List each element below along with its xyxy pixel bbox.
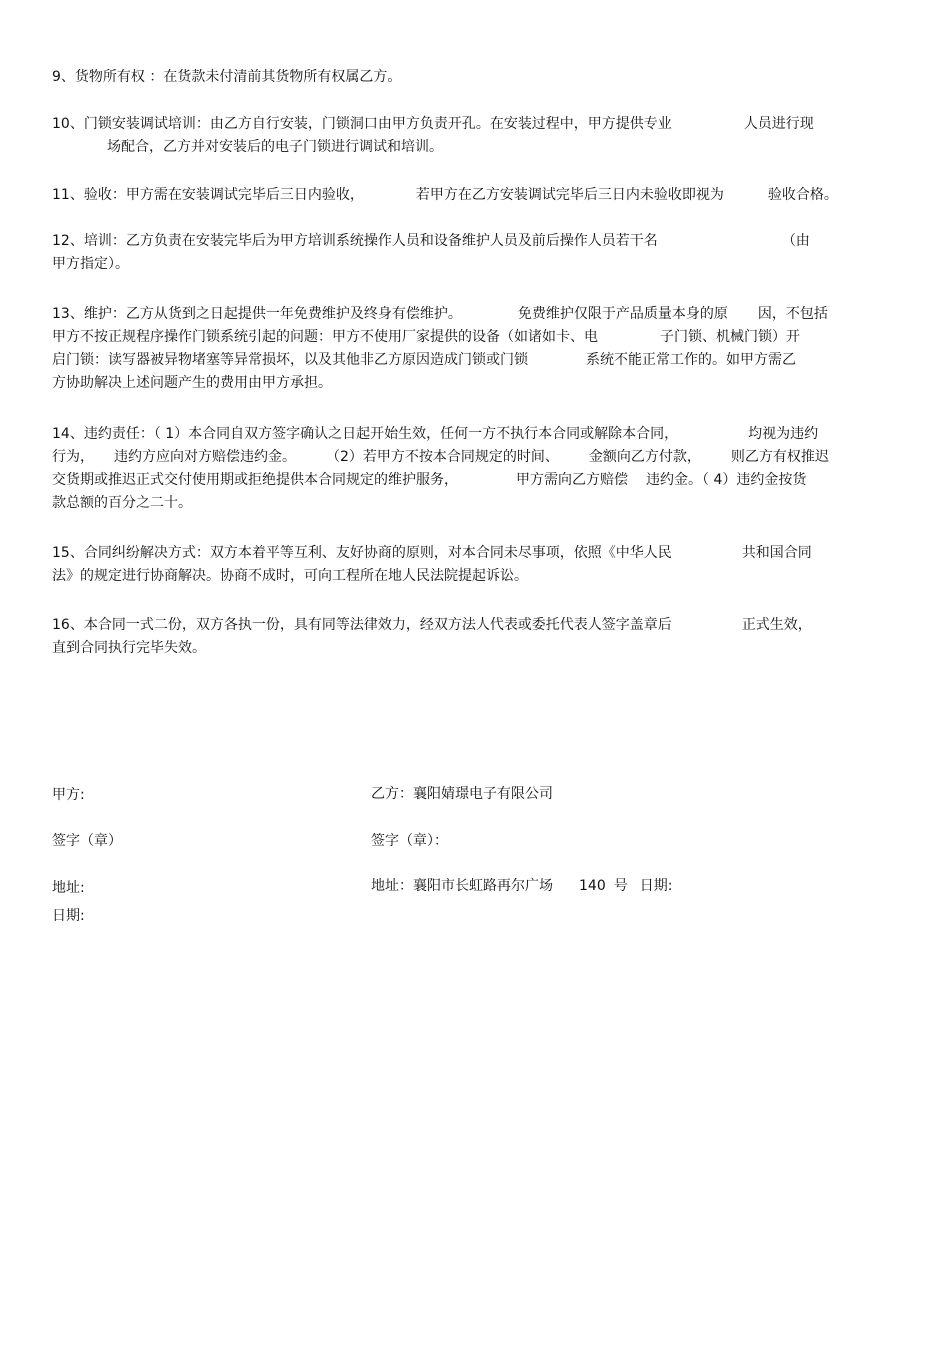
clause-14-text-b: 均视为违约 xyxy=(748,426,819,442)
clause-14-text-h: 交货期或推迟正式交付使用期或拒绝提供本合同规定的维护服务， xyxy=(52,472,458,488)
party-b-date: 日期: xyxy=(639,878,673,894)
clause-12-line-1 xyxy=(52,230,897,253)
clause-14-text-i: 甲方需向乙方赔偿 xyxy=(516,472,628,488)
clause-14-text-c: 行为， xyxy=(52,449,94,465)
clause-13-text-g: 系统不能正常工作的。如甲方需乙 xyxy=(586,352,796,368)
clause-14-line-2 xyxy=(52,446,897,469)
clause-12 xyxy=(52,230,897,276)
party-b-address xyxy=(371,876,672,896)
clause-14-text-e: （2）若甲方不按本合同规定的时间、 xyxy=(326,449,559,465)
clause-13-text-d: 甲方不按正规程序操作门锁系统引起的问题：甲方不使用厂家提供的设备（如诸如卡、电 xyxy=(52,329,598,345)
clause-13-text-b: 免费维护仅限于产品质量本身的原 xyxy=(517,306,728,322)
clause-12-text-b: （由 xyxy=(781,233,810,249)
clause-13 xyxy=(52,303,897,395)
clause-13-line-1 xyxy=(52,303,897,326)
clause-12-line-2: 甲方指定）。 xyxy=(52,256,129,272)
clause-13-line-3 xyxy=(52,349,897,372)
clause-15 xyxy=(52,542,897,588)
clause-13-line-2 xyxy=(52,326,897,349)
clause-16-text-b: 正式生效， xyxy=(741,617,812,633)
clause-13-text-c: 因，不包括 xyxy=(757,306,828,322)
clause-14 xyxy=(52,423,897,515)
clause-13-text-a: 13、维护：乙方从货到之日起提供一年免费维护及终身有偿维护。 xyxy=(52,306,462,322)
clause-11-text-b: 若甲方在乙方安装调试完毕后三日内未验收即视为 xyxy=(415,187,724,203)
clause-15-text-a: 15、合同纠纷解决方式：双方本着平等互利、友好协商的原则，对本合同未尽事项，依照《中华人民 xyxy=(52,545,672,561)
clause-15-text-b: 共和国合同 xyxy=(741,545,812,561)
clause-11-text-c: 验收合格。 xyxy=(767,187,838,203)
clause-14-text-f: 金额向乙方付款， xyxy=(588,449,701,465)
clause-16-line-2: 直到合同执行完毕失效。 xyxy=(52,640,206,656)
clause-11 xyxy=(52,184,897,207)
clause-14-text-d: 违约方应向对方赔偿违约金。 xyxy=(114,449,296,465)
clause-10-line-2: 场配合，乙方并对安装后的电子门锁进行调试和培训。 xyxy=(107,139,443,155)
clause-14-line-3 xyxy=(52,469,897,492)
clause-10-line-1 xyxy=(52,113,897,136)
party-a-address: 地址: xyxy=(52,880,85,896)
clause-13-line-4: 方协助解决上述问题产生的费用由甲方承担。 xyxy=(52,375,332,391)
clause-11-line-1 xyxy=(52,184,897,207)
party-b-address-number: 140 xyxy=(579,878,606,894)
clause-10 xyxy=(52,113,897,159)
clause-16 xyxy=(52,614,897,660)
clause-14-text-g: 则乙方有权推迟 xyxy=(730,449,829,465)
clause-14-line-1 xyxy=(52,423,897,446)
clause-13-text-e: 子门锁、机械门锁）开 xyxy=(660,329,800,345)
clause-10-text-a: 10、门锁安装调试培训：由乙方自行安装，门锁洞口由甲方负责开孔。在安装过程中，甲方提供专业 xyxy=(52,116,672,132)
clause-11-text-a: 11、验收：甲方需在安装调试完毕后三日内验收， xyxy=(52,187,364,203)
party-b-address-suffix: 号 xyxy=(613,878,628,894)
party-a-label: 甲方: xyxy=(52,787,85,803)
clause-14-text-j: 违约金。（ 4）违约金按货 xyxy=(646,472,807,488)
clause-9 xyxy=(52,66,897,89)
clause-16-text-a: 16、本合同一式二份，双方各执一份，具有同等法律效力，经双方法人代表或委托代表人签字盖章后 xyxy=(52,617,672,633)
clause-14-line-4: 款总额的百分之二十。 xyxy=(52,495,192,511)
clause-12-text-a: 12、培训：乙方负责在安装完毕后为甲方培训系统操作人员和设备维护人员及前后操作人员若干名 xyxy=(52,233,658,249)
clause-10-text-b: 人员进行现 xyxy=(743,116,814,132)
clause-15-line-2: 法》的规定进行协商解决。协商不成时，可向工程所在地人民法院提起诉讼。 xyxy=(52,568,528,584)
party-a-date: 日期: xyxy=(52,908,85,924)
clause-16-line-1 xyxy=(52,614,897,637)
clause-15-line-1 xyxy=(52,542,897,565)
party-b-label: 乙方：襄阳婧璟电子有限公司 xyxy=(371,786,553,802)
party-a-sign: 签字（章） xyxy=(52,833,122,849)
party-b-address-prefix: 地址：襄阳市长虹路再尔广场 xyxy=(371,878,553,894)
clause-14-text-a: 14、违约责任：（ 1）本合同自双方签字确认之日起开始生效，任何一方不执行本合同或解除本合同， xyxy=(52,426,679,442)
party-b-sign: 签字（章）： xyxy=(371,833,448,849)
clause-9-line-1: 9、货物所有权 ：在货款未付清前其货物所有权属乙方。 xyxy=(52,69,402,85)
clause-13-text-f: 启门锁：读写器被异物堵塞等异常损坏，以及其他非乙方原因造成门锁或门锁 xyxy=(52,352,528,368)
